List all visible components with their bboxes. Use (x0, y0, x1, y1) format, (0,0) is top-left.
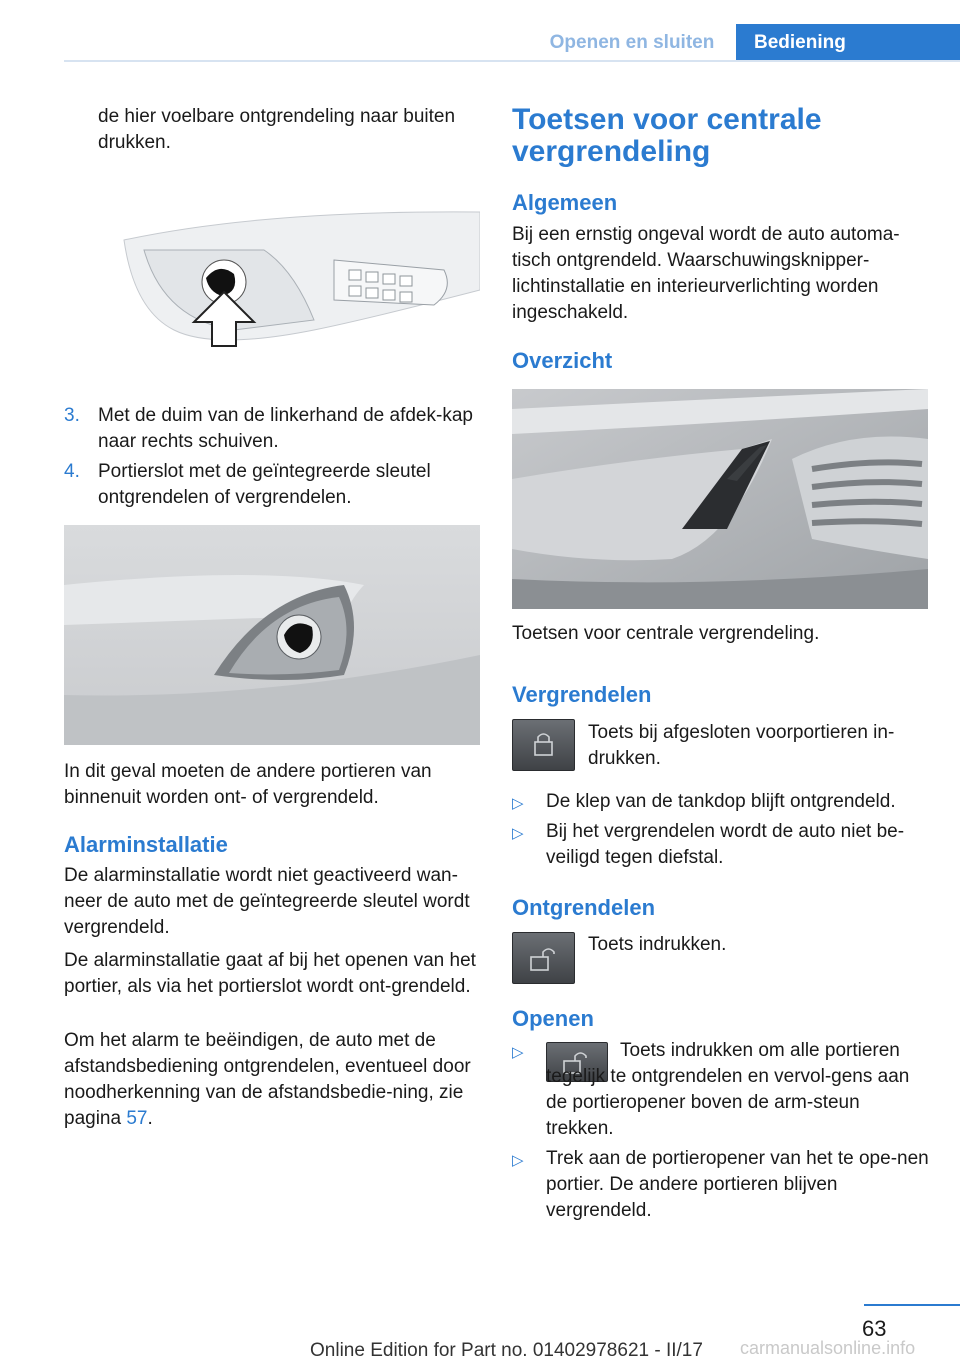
header-chapter: Bediening (736, 24, 960, 62)
alarm-p3-suffix: . (147, 1108, 153, 1129)
alarm-paragraph-3 (64, 1028, 484, 1132)
unlock-button-icon (512, 932, 575, 984)
step-text: Portierslot met de geïntegreerde sleutel ontgrendelen of vergrendelen. (98, 461, 431, 508)
step-3 (64, 403, 484, 455)
openen-bullet-1 (512, 1038, 932, 1142)
vergrendelen-bullet-2 (512, 819, 932, 871)
bullet-icon: ▷ (512, 795, 524, 812)
step-text: Met de duim van de linkerhand de afdek-kap naar rechts schuiven. (98, 405, 473, 452)
alarm-paragraph-1: De alarminstallatie wordt niet geactiveerd wan-neer de auto met de geïntegreerde sleutel wordt vergrendeld. (64, 865, 470, 938)
bullet-icon: ▷ (512, 1044, 524, 1061)
step-number: 3. (64, 405, 80, 426)
footer-rule (864, 1304, 960, 1306)
openen-heading: Openen (512, 1006, 594, 1031)
bullet-text: Toets indrukken om alle portieren tegelijk te ontgrendelen en vervol-gens aan de portieropener boven de arm-steun trekken. (546, 1040, 910, 1139)
lock-button-icon (512, 719, 575, 771)
vergrendelen-heading: Vergrendelen (512, 682, 652, 707)
openen-bullet-2 (512, 1146, 932, 1224)
central-locking-buttons-image (512, 389, 928, 609)
bullet-text: Bij het vergrendelen wordt de auto niet be-veiligd tegen diefstal. (546, 821, 905, 868)
step-4 (64, 459, 484, 511)
alarm-paragraph-2: De alarminstallatie gaat af bij het openen van het portier, als via het portierslot wordt ont-grendeld. (64, 950, 476, 997)
bullet-text: De klep van de tankdop blijft ontgrendeld. (546, 791, 896, 812)
alarm-heading: Alarminstallatie (64, 832, 228, 857)
overzicht-heading: Overzicht (512, 348, 613, 373)
bullet-icon: ▷ (512, 1152, 524, 1169)
section-title: Toetsen voor centrale vergrendeling (512, 103, 822, 168)
vergrendelen-bullet-1 (512, 789, 932, 815)
page-link[interactable]: 57 (126, 1108, 148, 1129)
lock-cover-image (64, 170, 480, 380)
door-lock-image (64, 525, 480, 745)
bullet-icon: ▷ (512, 825, 524, 842)
header-section: Openen en sluiten (549, 31, 715, 53)
watermark: carmanualsonline.info (740, 1338, 916, 1358)
alarm-p3-text: Om het alarm te beëindigen, de auto met de afstandsbediening ontgrendelen, eventueel door noodherkenning van de afstandsbedie-ning, zie pagina (64, 1030, 471, 1129)
page-number: 63 (862, 1316, 887, 1341)
vergrendelen-text: Toets bij afgesloten voorportieren in-drukken. (588, 722, 895, 769)
algemeen-text: Bij een ernstig ongeval wordt de auto automa-tisch ontgrendeld. Waarschuwingsknipper-lichtinstallatie en interieurverlichting worden ingeschakeld. (512, 224, 900, 323)
ontgrendelen-text: Toets indrukken. (588, 934, 727, 955)
after-image-text: In dit geval moeten de andere portieren van binnenuit worden ont- of vergrendeld. (64, 761, 432, 808)
overzicht-caption: Toetsen voor centrale vergrendeling. (512, 623, 820, 644)
ontgrendelen-heading: Ontgrendelen (512, 895, 656, 920)
intro-text: de hier voelbare ontgrendeling naar buiten drukken. (98, 106, 456, 153)
edition-text: Online Edition for Part no. 01402978621 - II/17 (310, 1340, 703, 1361)
step-number: 4. (64, 461, 80, 482)
header-rule (64, 60, 960, 62)
algemeen-heading: Algemeen (512, 190, 618, 215)
bullet-text: Trek aan de portieropener van het te ope-nen portier. De andere portieren blijven vergrendeld. (546, 1148, 929, 1221)
